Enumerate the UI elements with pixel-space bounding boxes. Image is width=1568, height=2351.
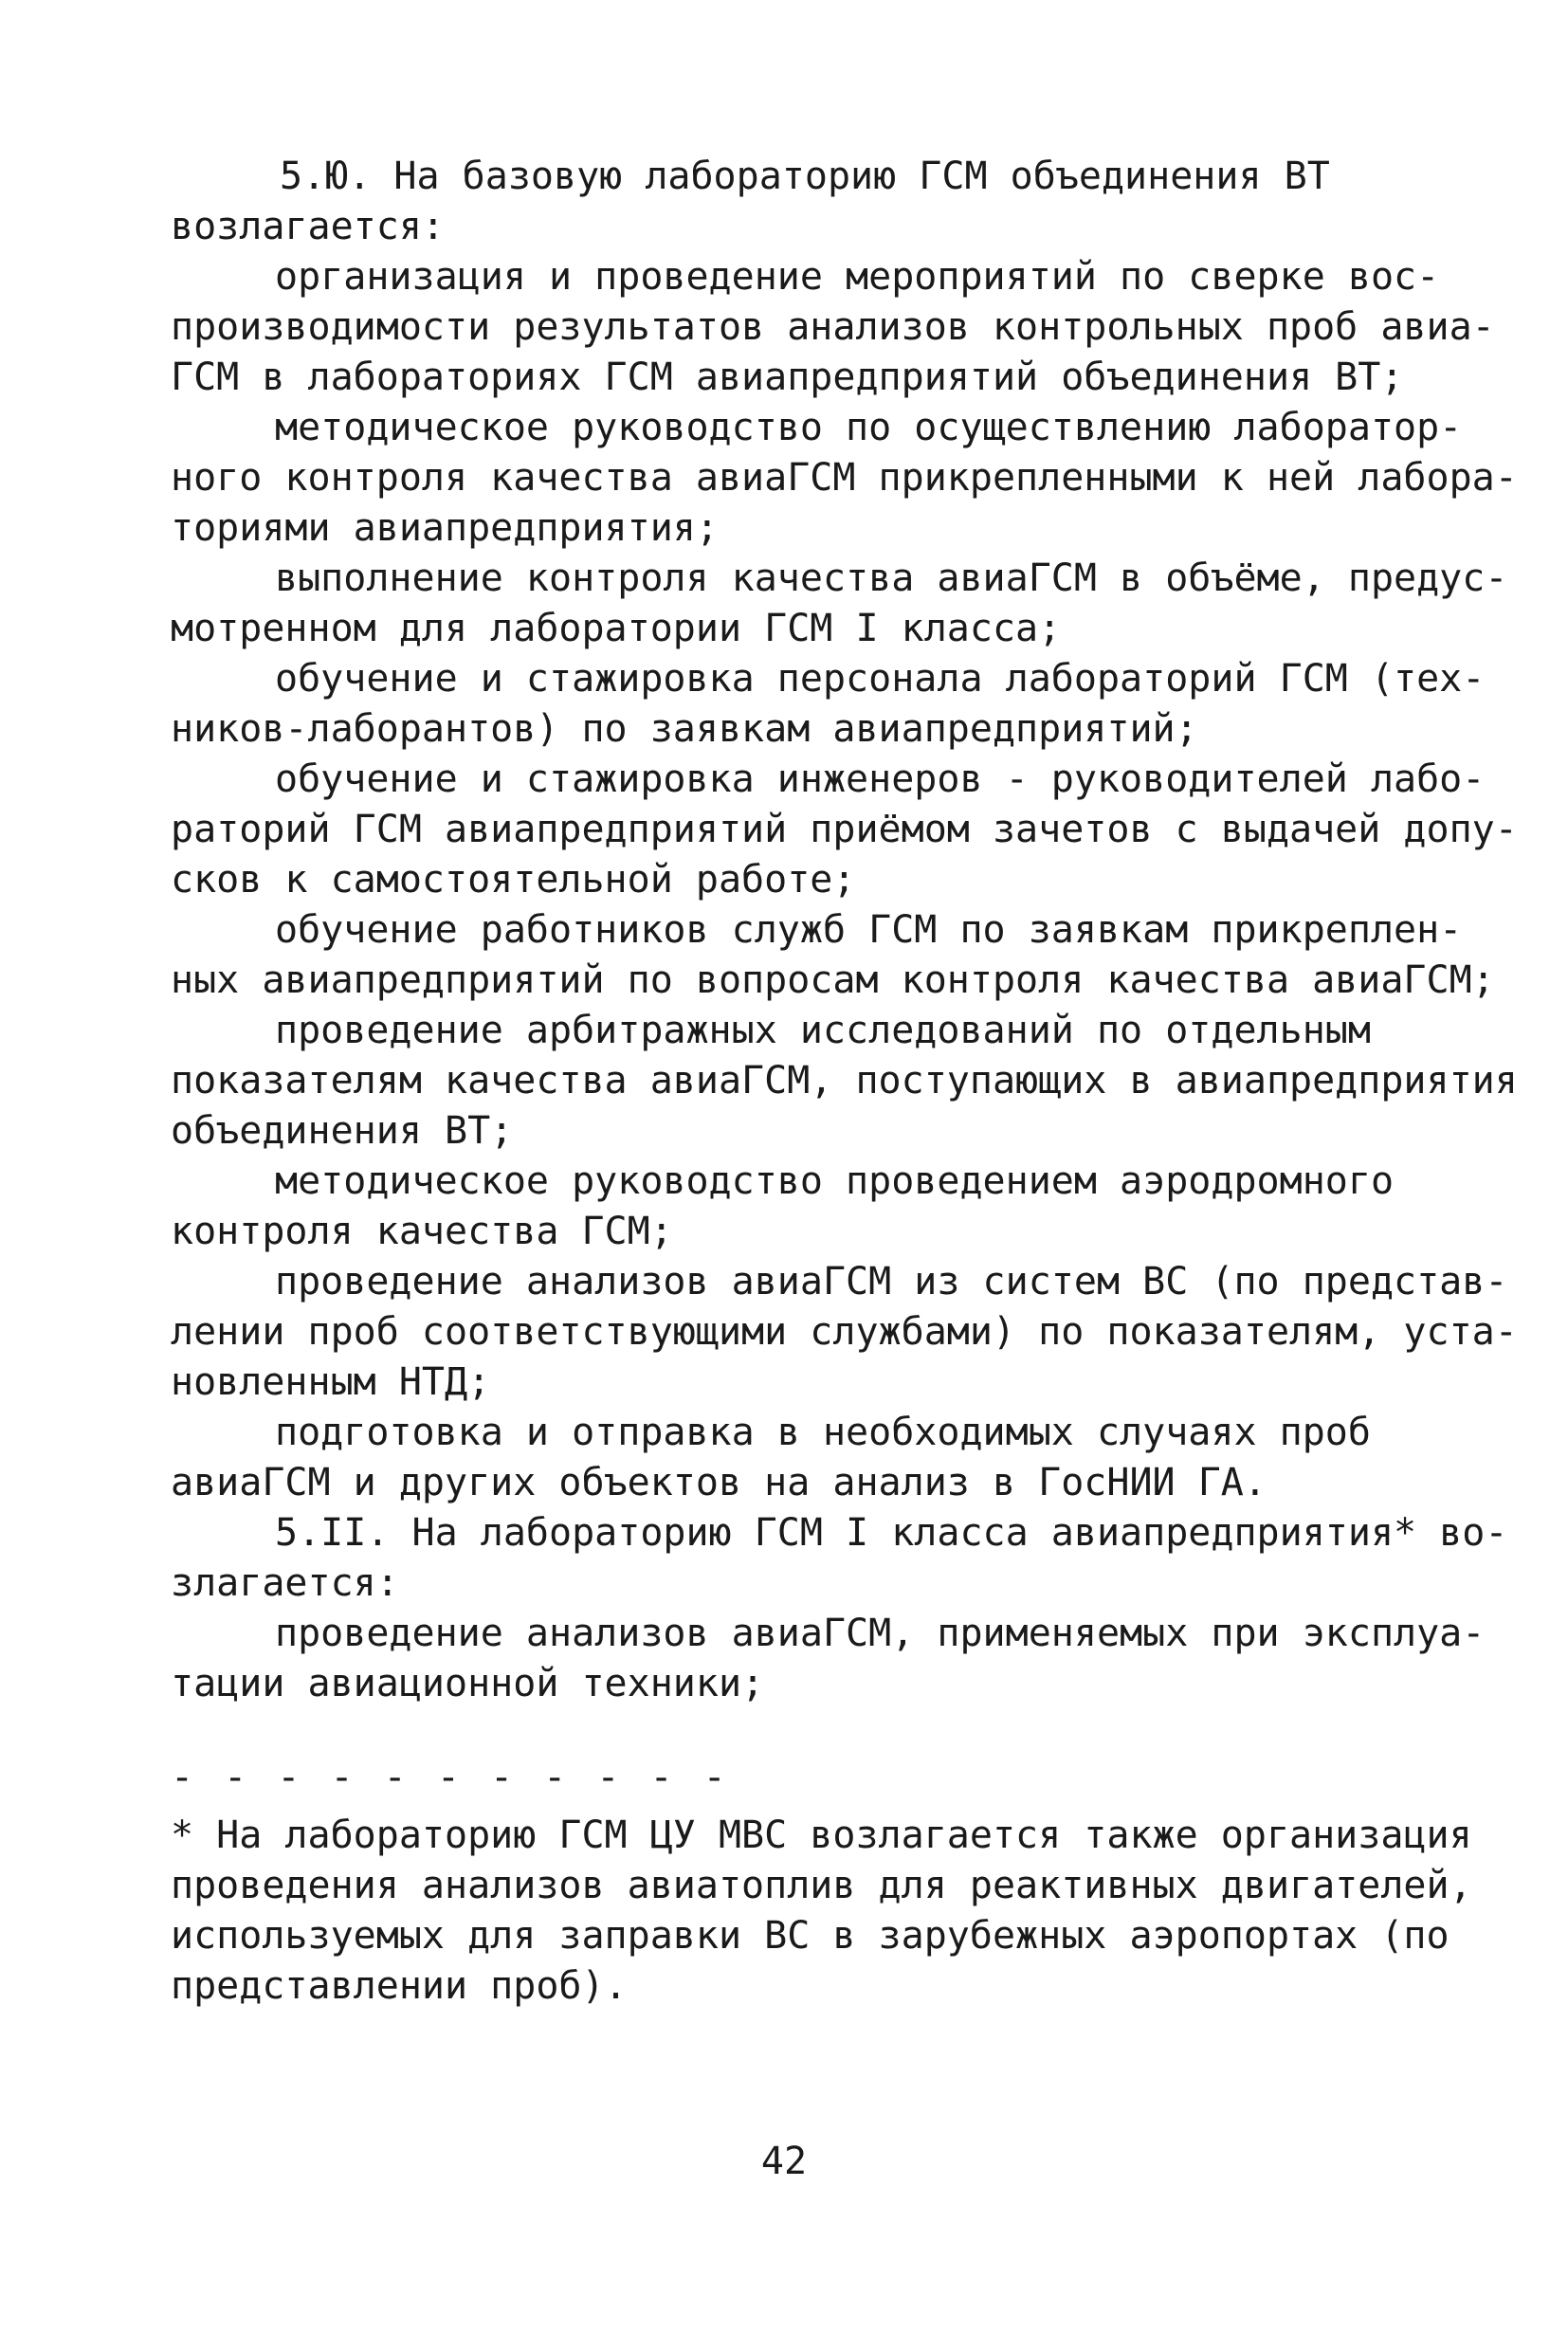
text-line: проведение арбитражных исследований по отдельным xyxy=(275,1009,1371,1052)
text-line: объединения ВТ; xyxy=(171,1109,514,1153)
footnote-separator: - - - - - - - - - - - xyxy=(171,1756,730,1799)
text-line: мотренном для лаборатории ГСМ I класса; xyxy=(171,607,1062,650)
footnote-line: используемых для заправки ВС в зарубежных аэропортах (по xyxy=(171,1914,1449,1958)
text-line: лении проб соответствующими службами) по показателям, уста- xyxy=(171,1310,1518,1354)
text-line: ных авиапредприятий по вопросам контроля качества авиаГСМ; xyxy=(171,958,1495,1002)
text-line: показателям качества авиаГСМ, поступающих в авиапредприятия xyxy=(171,1059,1518,1103)
text-line: обучение и стажировка инженеров - руководителей лабо- xyxy=(275,757,1486,801)
text-line: злагается: xyxy=(171,1561,399,1605)
text-line: авиаГСМ и других объектов на анализ в ГосНИИ ГА. xyxy=(171,1461,1267,1504)
text-line: проведение анализов авиаГСМ, применяемых при эксплуа- xyxy=(275,1612,1486,1655)
text-line: ного контроля качества авиаГСМ прикрепленными к ней лабора- xyxy=(171,456,1518,500)
text-line: сков к самостоятельной работе; xyxy=(171,858,856,902)
text-line: ГСМ в лабораториях ГСМ авиапредприятий объединения ВТ; xyxy=(171,355,1404,399)
text-line: производимости результатов анализов контрольных проб авиа- xyxy=(171,305,1495,349)
text-line: ников-лаборантов) по заявкам авиапредприятий; xyxy=(171,707,1198,751)
page-number: 42 xyxy=(760,2140,808,2183)
text-line: организация и проведение мероприятий по сверке вос- xyxy=(275,255,1440,299)
text-line: ториями авиапредприятия; xyxy=(171,506,719,550)
footnote-line: представлении проб). xyxy=(171,1964,628,2008)
text-line: 5.II. На лабораторию ГСМ I класса авиапредприятия* во- xyxy=(275,1511,1508,1555)
text-line: подготовка и отправка в необходимых случаях проб xyxy=(275,1411,1371,1454)
body-text xyxy=(171,152,1518,1709)
text-line: контроля качества ГСМ; xyxy=(171,1210,673,1253)
text-line: раторий ГСМ авиапредприятий приёмом зачетов с выдачей допу- xyxy=(171,808,1518,851)
text-line: тации авиационной техники; xyxy=(171,1662,765,1705)
footnote xyxy=(171,1811,1472,2012)
footnote-line: проведения анализов авиатоплив для реактивных двигателей, xyxy=(171,1864,1472,1907)
text-line: 5.Ю. На базовую лабораторию ГСМ объединения ВТ xyxy=(280,155,1330,198)
text-line: возлагается: xyxy=(171,205,445,248)
footnote-line: * На лабораторию ГСМ ЦУ МВС возлагается также организация xyxy=(171,1813,1472,1857)
text-line: обучение и стажировка персонала лабораторий ГСМ (тех- xyxy=(275,657,1486,701)
text-line: проведение анализов авиаГСМ из систем ВС (по представ- xyxy=(275,1260,1508,1303)
text-line: обучение работников служб ГСМ по заявкам прикреплен- xyxy=(275,908,1463,952)
text-line: новленным НТД; xyxy=(171,1360,491,1404)
text-line: методическое руководство по осуществлению лаборатор- xyxy=(275,406,1463,449)
text-line: выполнение контроля качества авиаГСМ в объёме, предус- xyxy=(275,556,1508,600)
text-line: методическое руководство проведением аэродромного xyxy=(275,1159,1395,1203)
